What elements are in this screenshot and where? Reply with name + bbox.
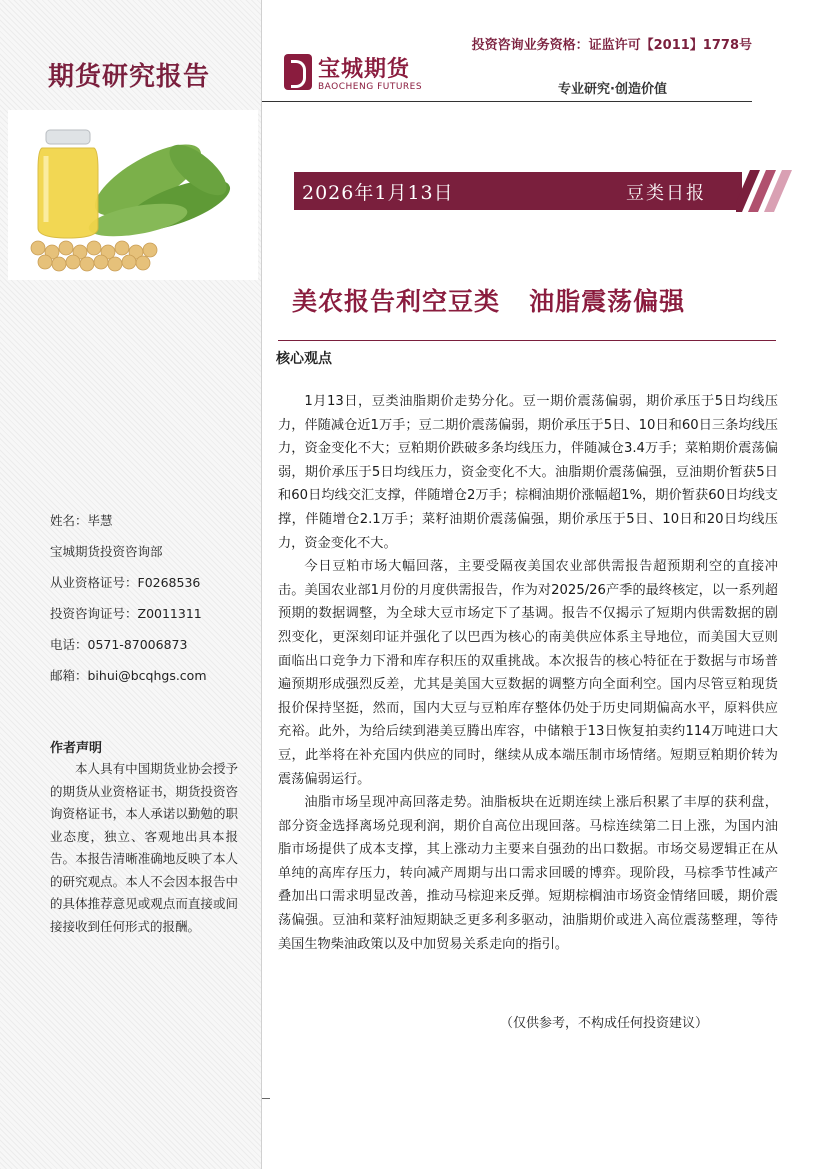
disclaimer: （仅供参考，不构成任何投资建议）	[500, 1016, 709, 1031]
author-statement	[50, 758, 238, 938]
logo-mark-icon	[284, 54, 312, 90]
author-qualification: 从业资格证号：F0268536	[50, 575, 201, 590]
headline-rule	[278, 340, 776, 341]
sidebar-divider	[261, 0, 262, 1169]
license-info: 投资咨询业务资格：证监许可【2011】1778号	[471, 38, 752, 53]
date-banner	[294, 172, 742, 210]
company-logo	[284, 52, 434, 96]
bottom-tick	[262, 1098, 270, 1099]
section-title: 核心观点	[276, 351, 332, 367]
author-contact	[50, 512, 250, 698]
paragraph: 油脂市场呈现冲高回落走势。油脂板块在近期连续上涨后积累了丰厚的获利盘，部分资金选择离场兑现利润，期价自高位出现回落。马棕连续第二日上涨，为国内油脂市场提供了成本支撑，其上涨动力主要来自强劲的出口数据。市场交易逻辑正在从单纯的高库存压力，转向减产周期与出口需求回暖的博弈。现阶段，马棕季节性减产叠加出口需求明显改善，推动马棕迎来反弹。短期棕榈油市场资金情绪回暖，期价震荡偏强。豆油和菜籽油短期缺乏更多利多驱动，油脂期价或进入高位震荡整理，等待美国生物柴油政策以及中加贸易关系走向的指引。	[278, 795, 778, 952]
paragraph: 今日豆粕市场大幅回落，主要受隔夜美国农业部供需报告超预期利空的直接冲击。美国农业部1月份的月度供需报告，作为对2025/26产季的最终核定，以一系列超预期的数据调整，为全球大豆市场定下了基调。报告不仅揭示了短期内供需数据的剧烈变化，更深刻印证并强化了以巴西为核心的南美供应体系主导地位，而美国大豆则面临出口竞争力下滑和库存积压的双重挑战。本次报告的核心特征在于数据与市场普遍预期形成强烈反差，尤其是美国大豆数据的调整方向全面利空。国内尽管豆粕现货报价保持坚挺，然而，国内大豆与豆粕库存整体仍处于历史同期偏高水平，原料供应充裕。此外，为给后续到港美豆腾出库容，中储粮于13日恢复拍卖约114万吨进口大豆，此举将在补充国内供应的同时，继续从成本端压制市场情绪。短期豆粕期价转为震荡偏弱运行。	[278, 559, 778, 787]
company-name-cn: 宝城期货	[318, 57, 411, 82]
paragraph: 1月13日，豆类油脂期价走势分化。豆一期价震荡偏弱，期价承压于5日均线压力，伴随减仓近1万手；豆二期价震荡偏弱，期价承压于5日、10日和60日三条均线压力，资金变化不大；豆粕期价跌破多条均线压力，伴随减仓3.4万手；菜粕期价震荡偏弱，期价承压于5日均线压力，资金变化不大。油脂期价震荡偏强，豆油期价暂获5日和60日均线交汇支撑，伴随增仓2万手；棕榈油期价涨幅超1%，期价暂获60日均线支撑，伴随增仓2.1万手；菜籽油期价震荡偏强，期价承压于5日、10日和20日均线压力，资金变化不大。	[278, 394, 778, 551]
author-consulting-id: 投资咨询证号：Z0011311	[50, 606, 202, 621]
header-rule	[262, 101, 752, 102]
oil-jar-soybeans-icon	[8, 110, 258, 280]
banner-stripes-icon	[736, 170, 796, 212]
report-series: 豆类日报	[626, 183, 706, 204]
cover-photo	[8, 110, 258, 280]
author-phone: 电话：0571-87006873	[50, 637, 188, 652]
author-email: 邮箱：bihui@bcqhgs.com	[50, 668, 207, 683]
author-name: 姓名：毕慧	[50, 513, 113, 528]
statement-title: 作者声明	[50, 741, 103, 756]
report-date: 2026年1月13日	[302, 182, 454, 204]
author-department: 宝城期货投资咨询部	[50, 544, 163, 559]
company-name-en: BAOCHENG FUTURES	[318, 82, 423, 92]
slogan: 专业研究·创造价值	[558, 82, 667, 97]
headline: 美农报告利空豆类 油脂震荡偏强	[292, 287, 686, 316]
statement-text: 本人具有中国期货业协会授予的期货从业资格证书，期货投资咨询资格证书，本人承诺以勤勉的职业态度，独立、客观地出具本报告。本报告清晰准确地反映了本人的研究观点。本人不会因本报告中的具体推荐意见或观点而直接或间接接收到任何形式的报酬。	[50, 761, 238, 934]
report-body	[278, 390, 778, 956]
report-type-title: 期货研究报告	[48, 62, 211, 92]
